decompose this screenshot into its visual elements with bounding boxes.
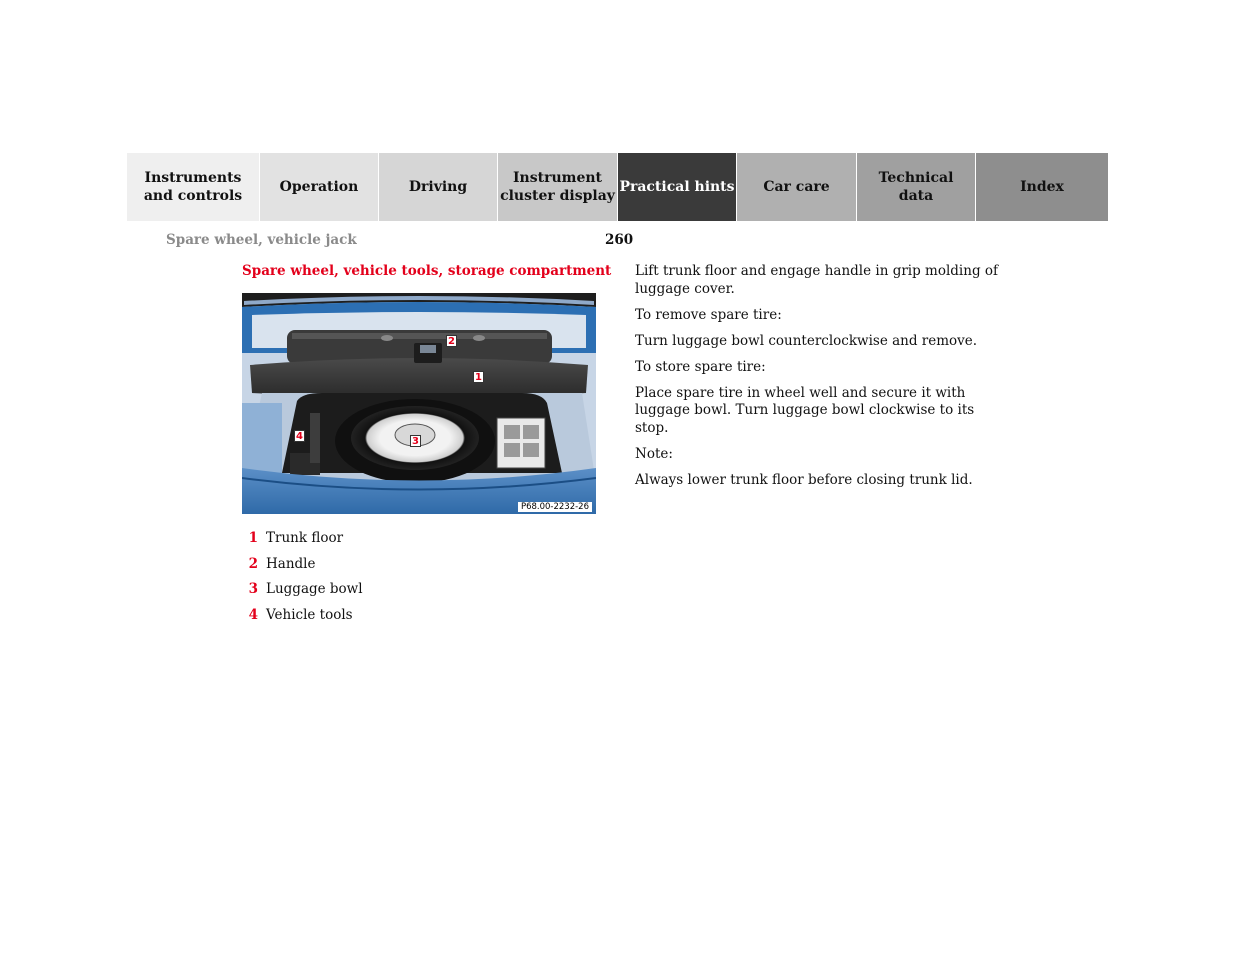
legend-number: 2 [248,555,258,572]
legend-text: Handle [266,555,316,572]
legend-number: 3 [248,581,258,598]
legend-text: Trunk floor [266,530,344,546]
legend-item [242,607,363,633]
legend-item [242,556,363,582]
tab-instruments-and-controls[interactable]: Instruments and controls [127,153,259,221]
figure-label-4: 4 [294,430,305,442]
tab-index[interactable]: Index [975,153,1108,221]
tab-technical-data[interactable]: Technical data [856,153,975,221]
trunk-illustration [242,293,596,514]
figure-label-1: 1 [473,371,484,383]
note-label: Note: [635,445,673,462]
legend-text: Vehicle tools [266,607,353,624]
figure-label-3: 3 [410,435,421,447]
page-number: 260 [605,232,634,248]
instruction-subheading: To store spare tire: [635,358,766,375]
figure-label-2: 2 [446,335,457,347]
legend-number: 4 [248,607,258,624]
figure-code: P68.00-2232-26 [518,502,592,512]
trunk-drawing [242,293,596,514]
legend-number: 1 [248,530,258,546]
legend-text: Luggage bowl [266,581,363,598]
tab-car-care[interactable]: Car care [736,153,856,221]
tab-driving[interactable]: Driving [378,153,497,221]
tab-practical-hints[interactable]: Practical hints [617,153,736,221]
figure-legend [242,530,363,633]
instruction-paragraph: Lift trunk floor and engage handle in grip molding of luggage cover. [635,263,998,297]
instruction-subheading: To remove spare tire: [635,306,782,323]
chapter-navigation [127,153,1108,221]
legend-item [242,530,363,556]
note-text: Always lower trunk floor before closing trunk lid. [635,471,973,488]
tab-instrument-cluster-display[interactable]: Instrument cluster display [497,153,617,221]
instructions-column [635,263,1005,498]
legend-item [242,581,363,607]
instruction-paragraph: Place spare tire in wheel well and secure it with luggage bowl. Turn luggage bowl clockwise to its stop. [635,384,975,436]
section-title: Spare wheel, vehicle jack [166,232,357,248]
page-heading: Spare wheel, vehicle tools, storage compartment [242,263,612,279]
tab-operation[interactable]: Operation [259,153,378,221]
instruction-paragraph: Turn luggage bowl counterclockwise and remove. [635,332,978,349]
